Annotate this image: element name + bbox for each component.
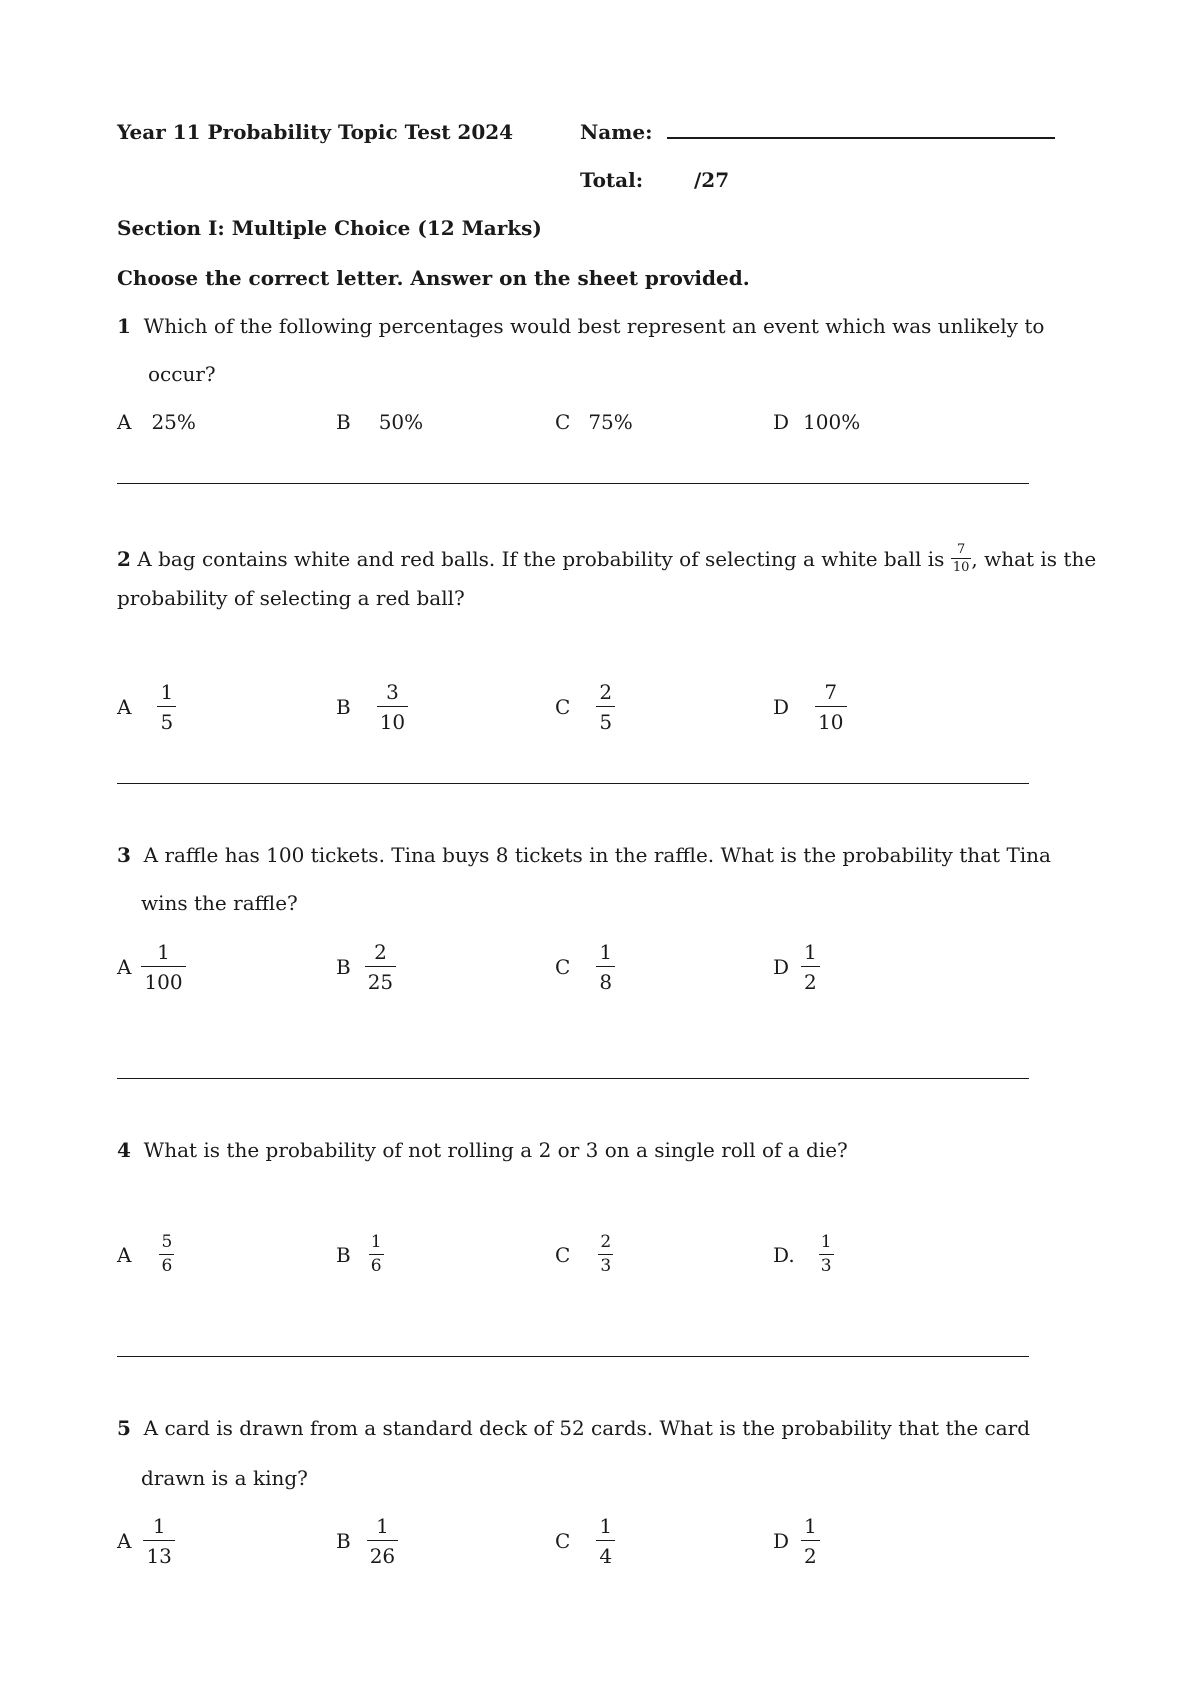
question-text: A bag contains white and red balls. If the probability of selecting a white ball is xyxy=(137,546,945,571)
fraction-numerator: 1 xyxy=(820,1232,832,1252)
option-value: 50% xyxy=(378,410,424,434)
option-b[interactable] xyxy=(336,1234,384,1275)
fraction-numerator: 7 xyxy=(824,680,838,704)
option-value: 25% xyxy=(151,410,196,434)
question-text-continued: wins the raffle? xyxy=(141,891,298,915)
fraction-denominator: 25 xyxy=(365,966,396,992)
option-letter: A xyxy=(117,1242,132,1267)
fraction-denominator: 2 xyxy=(801,966,820,992)
fraction-numerator: 1 xyxy=(599,1514,613,1538)
fraction-denominator: 26 xyxy=(367,1540,398,1566)
option-letter: D xyxy=(773,955,790,979)
fraction-denominator: 3 xyxy=(820,1256,832,1276)
fraction-denominator: 3 xyxy=(600,1256,612,1276)
option-b[interactable] xyxy=(336,682,408,732)
fraction-numerator: 1 xyxy=(376,1514,389,1538)
option-d[interactable] xyxy=(773,1234,834,1275)
fraction-denominator: 13 xyxy=(143,1540,174,1566)
divider xyxy=(117,1078,1029,1079)
option-fraction xyxy=(377,682,408,732)
fraction-numerator: 2 xyxy=(600,1232,612,1252)
option-letter: B xyxy=(336,1242,351,1267)
option-letter: D xyxy=(773,410,790,434)
fraction-numerator: 2 xyxy=(374,940,387,964)
option-c[interactable] xyxy=(555,1234,613,1275)
option-fraction xyxy=(159,1234,174,1275)
question-number: 5 xyxy=(117,1416,131,1440)
section-instruction: Choose the correct letter. Answer on the sheet provided. xyxy=(117,266,750,290)
fraction-numerator: 1 xyxy=(152,1514,166,1538)
name-label: Name: xyxy=(580,120,653,144)
divider xyxy=(117,783,1029,784)
option-d[interactable] xyxy=(773,682,847,732)
fraction-denominator: 4 xyxy=(596,1540,615,1566)
option-d[interactable] xyxy=(773,942,820,992)
option-letter: B xyxy=(336,955,351,979)
fraction-denominator: 2 xyxy=(801,1540,820,1566)
question-number: 1 xyxy=(117,314,131,338)
section-heading: Section I: Multiple Choice (12 Marks) xyxy=(117,216,542,240)
option-c[interactable] xyxy=(555,410,633,434)
option-fraction xyxy=(365,942,396,992)
option-b[interactable] xyxy=(336,942,396,992)
option-c[interactable] xyxy=(555,682,615,732)
question-text-continued: probability of selecting a red ball? xyxy=(117,586,465,610)
option-d[interactable] xyxy=(773,1516,820,1566)
fraction-denominator: 10 xyxy=(815,706,846,732)
fraction-numerator: 3 xyxy=(386,680,399,704)
name-blank-line[interactable] xyxy=(667,137,1055,139)
option-letter: C xyxy=(555,410,571,434)
fraction-numerator: 1 xyxy=(804,1514,817,1538)
option-letter: B xyxy=(336,695,351,719)
fraction-denominator: 8 xyxy=(596,966,615,992)
fraction-numerator: 1 xyxy=(599,940,613,964)
divider xyxy=(117,1356,1029,1357)
fraction-denominator: 5 xyxy=(157,706,176,732)
question-3 xyxy=(117,843,1051,867)
fraction-numerator: 1 xyxy=(160,680,174,704)
option-letter: D xyxy=(773,1529,790,1553)
option-fraction xyxy=(596,1516,615,1566)
fraction-denominator: 10 xyxy=(377,706,408,732)
option-letter: C xyxy=(555,1242,571,1267)
fraction-numerator: 7 xyxy=(956,542,966,557)
fraction-denominator: 6 xyxy=(370,1256,382,1276)
option-fraction xyxy=(141,942,185,992)
option-value: 100% xyxy=(803,410,861,434)
fraction-numerator: 1 xyxy=(370,1232,382,1252)
question-text-after: , what is the xyxy=(971,546,1097,571)
fraction-denominator: 6 xyxy=(161,1256,173,1276)
question-4 xyxy=(117,1138,848,1162)
test-title: Year 11 Probability Topic Test 2024 xyxy=(117,120,514,144)
fraction-denominator: 10 xyxy=(952,560,970,575)
option-letter: C xyxy=(555,955,571,979)
fraction-numerator: 1 xyxy=(804,940,817,964)
option-fraction xyxy=(367,1516,398,1566)
fraction-numerator: 1 xyxy=(157,940,170,964)
option-letter: C xyxy=(555,1529,571,1553)
option-a[interactable] xyxy=(117,942,186,992)
question-text-continued: drawn is a king? xyxy=(141,1466,308,1490)
fraction-numerator: 5 xyxy=(161,1232,173,1252)
question-text: What is the probability of not rolling a 2 or 3 on a single roll of a die? xyxy=(143,1138,848,1162)
option-fraction xyxy=(819,1234,834,1275)
option-a[interactable] xyxy=(117,1516,175,1566)
option-fraction xyxy=(157,682,176,732)
question-number: 4 xyxy=(117,1138,131,1162)
question-text-continued: occur? xyxy=(148,362,216,386)
option-d[interactable] xyxy=(773,410,860,434)
option-letter: D xyxy=(773,695,790,719)
name-row xyxy=(580,120,1055,144)
option-fraction xyxy=(596,682,615,732)
option-letter: A xyxy=(117,955,132,979)
question-1 xyxy=(117,314,1044,338)
fraction-denominator: 5 xyxy=(596,706,615,732)
option-a[interactable] xyxy=(117,682,176,732)
option-letter: C xyxy=(555,695,571,719)
option-letter: A xyxy=(117,695,132,719)
question-5 xyxy=(117,1416,1030,1440)
option-c[interactable] xyxy=(555,1516,615,1566)
divider xyxy=(117,483,1029,484)
inline-fraction xyxy=(951,543,972,574)
option-fraction xyxy=(801,1516,820,1566)
option-b[interactable] xyxy=(336,1516,398,1566)
option-value: 75% xyxy=(588,410,633,434)
option-a[interactable] xyxy=(117,410,196,434)
option-letter: A xyxy=(117,410,132,434)
total-label: Total: xyxy=(580,168,644,192)
option-b[interactable] xyxy=(336,410,423,434)
option-letter: A xyxy=(117,1529,132,1553)
option-letter: B xyxy=(336,1529,351,1553)
fraction-numerator: 2 xyxy=(599,680,613,704)
option-letter: D. xyxy=(773,1242,795,1267)
option-fraction xyxy=(596,942,615,992)
question-text: A card is drawn from a standard deck of 52 cards. What is the probability that the card xyxy=(143,1416,1031,1440)
option-fraction xyxy=(801,942,820,992)
option-fraction xyxy=(815,682,846,732)
option-fraction xyxy=(598,1234,613,1275)
option-fraction xyxy=(143,1516,174,1566)
question-number: 3 xyxy=(117,843,131,867)
option-a[interactable] xyxy=(117,1234,174,1275)
option-letter: B xyxy=(336,410,351,434)
option-fraction xyxy=(369,1234,384,1275)
question-text: Which of the following percentages would best represent an event which was unlikely to xyxy=(143,314,1045,338)
option-c[interactable] xyxy=(555,942,615,992)
question-2 xyxy=(117,543,1096,574)
question-text: A raffle has 100 tickets. Tina buys 8 tickets in the raffle. What is the probability that Tina xyxy=(143,843,1051,867)
question-number: 2 xyxy=(117,546,131,571)
fraction-denominator: 100 xyxy=(141,966,185,992)
total-value: /27 xyxy=(694,168,730,192)
